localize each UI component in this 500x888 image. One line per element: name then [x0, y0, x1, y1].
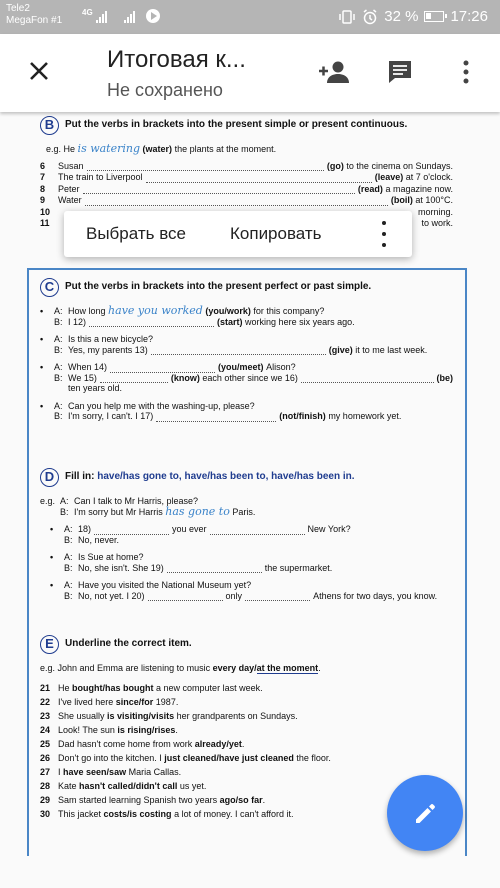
section-letter-b: B [40, 116, 59, 135]
carrier-info [6, 3, 62, 27]
section-d [40, 468, 453, 608]
list-item: 10 morning. [40, 206, 453, 217]
select-all-button[interactable]: Выбрать все [86, 224, 186, 243]
vibrate-icon [338, 10, 356, 24]
list-item: 25 Dad hasn't come home from work already/yet. [40, 738, 245, 749]
list-item: 24 Look! The sun is rising/rises. [40, 724, 178, 735]
battery-icon [424, 11, 444, 22]
app-bar [0, 34, 500, 112]
status-bar [0, 0, 500, 34]
section-c-title: Put the verbs in brackets into the present perfect or past simple. [65, 281, 372, 292]
dialogue-item: • A: 18) you ever New York? B: No, never. [50, 524, 351, 545]
signal-icon-2 [124, 11, 135, 23]
copy-button[interactable]: Копировать [230, 224, 322, 243]
document-title: Итоговая к... [107, 46, 246, 73]
carrier-1: Tele2 [6, 3, 30, 14]
section-d-title: Fill in: have/has gone to, have/has been to, have/has been in. [65, 471, 355, 482]
list-item: 8 Peter (read) a magazine now. [40, 183, 453, 194]
clock: 17:26 [450, 8, 488, 25]
list-item: 6 Susan (go) to the cinema on Sundays. [40, 160, 453, 171]
list-item: 22 I've lived here since/for 1987. [40, 696, 179, 707]
list-item: 28 Kate hasn't called/didn't call us yet. [40, 780, 207, 791]
list-item: 9 Water (boil) at 100°C. [40, 195, 453, 205]
section-letter-e: E [40, 635, 59, 654]
section-letter-d: D [40, 468, 59, 487]
section-b-title: Put the verbs in brackets into the present simple or present continuous. [65, 119, 408, 130]
carrier-2: MegaFon #1 [6, 15, 63, 26]
section-letter-c: C [40, 278, 59, 297]
list-item: 11 to work. [40, 218, 453, 228]
list-item: 27 I have seen/saw Maria Callas. [40, 766, 182, 777]
more-options-icon[interactable] [374, 221, 394, 247]
list-item: 30 This jacket costs/is costing a lot of money. I can't afford it. [40, 808, 294, 819]
edit-fab[interactable] [387, 775, 463, 851]
handwritten-answer: is watering [77, 142, 141, 155]
add-person-icon[interactable] [316, 54, 352, 90]
list-item: 26 Don't go into the kitchen. I just cleaned/have just cleaned the floor. [40, 752, 331, 763]
dialogue-example: e.g. A: Can I talk to Mr Harris, please? B: I'm sorry but Mr Harris has gone to Paris. [40, 496, 256, 518]
section-e-example: e.g. John and Emma are listening to music every day/at the moment. [40, 663, 321, 673]
list-item: 21 He bought/has bought a new computer last week. [40, 682, 263, 693]
alarm-icon [362, 9, 378, 25]
more-vert-icon[interactable] [448, 54, 484, 90]
dialogue-item: • A: Is this a new bicycle? B: Yes, my parents 13) (give) it to me last week. [40, 334, 428, 355]
close-icon[interactable] [22, 54, 56, 88]
battery-percent: 32 % [384, 8, 419, 25]
dialogue-item: • A: Can you help me with the washing-up, please? B: I'm sorry, I can't. I 17) (not/finish) my homework yet. [40, 400, 402, 421]
status-right [338, 8, 488, 25]
list-item: 29 Sam started learning Spanish two years ago/so far. [40, 794, 266, 805]
list-item: 7 The train to Liverpool (leave) at 7 o'clock. [40, 172, 453, 182]
signal-icon [96, 11, 107, 23]
pencil-icon [412, 800, 438, 826]
dialogue-item: • A: Is Sue at home? B: No, she isn't. She 19) the supermarket. [50, 552, 333, 573]
save-status: Не сохранено [107, 80, 223, 100]
dialogue-item: • A: How long have you worked (you/work) for this company? B: I 12) (start) working here six years ago. [40, 304, 355, 327]
text-selection-toolbar [64, 211, 412, 257]
section-c [40, 278, 453, 429]
comment-icon[interactable] [382, 54, 418, 90]
list-item: 23 She usually is visiting/visits her grandparents on Sundays. [40, 710, 298, 721]
dialogue-item: • A: When 14) (you/meet) Alison? B: We 15) (know) each other since we 16) (be) ten years old. [40, 362, 453, 393]
section-e-title: Underline the correct item. [65, 638, 192, 649]
dialogue-item: • A: Have you visited the National Museum yet? B: No, not yet. I 20) only Athens for two days, you know. [50, 580, 438, 601]
network-type: 4G [82, 8, 93, 17]
play-store-icon [146, 9, 160, 23]
section-b-example: e.g. He is watering (water) the plants at the moment. [46, 142, 277, 155]
